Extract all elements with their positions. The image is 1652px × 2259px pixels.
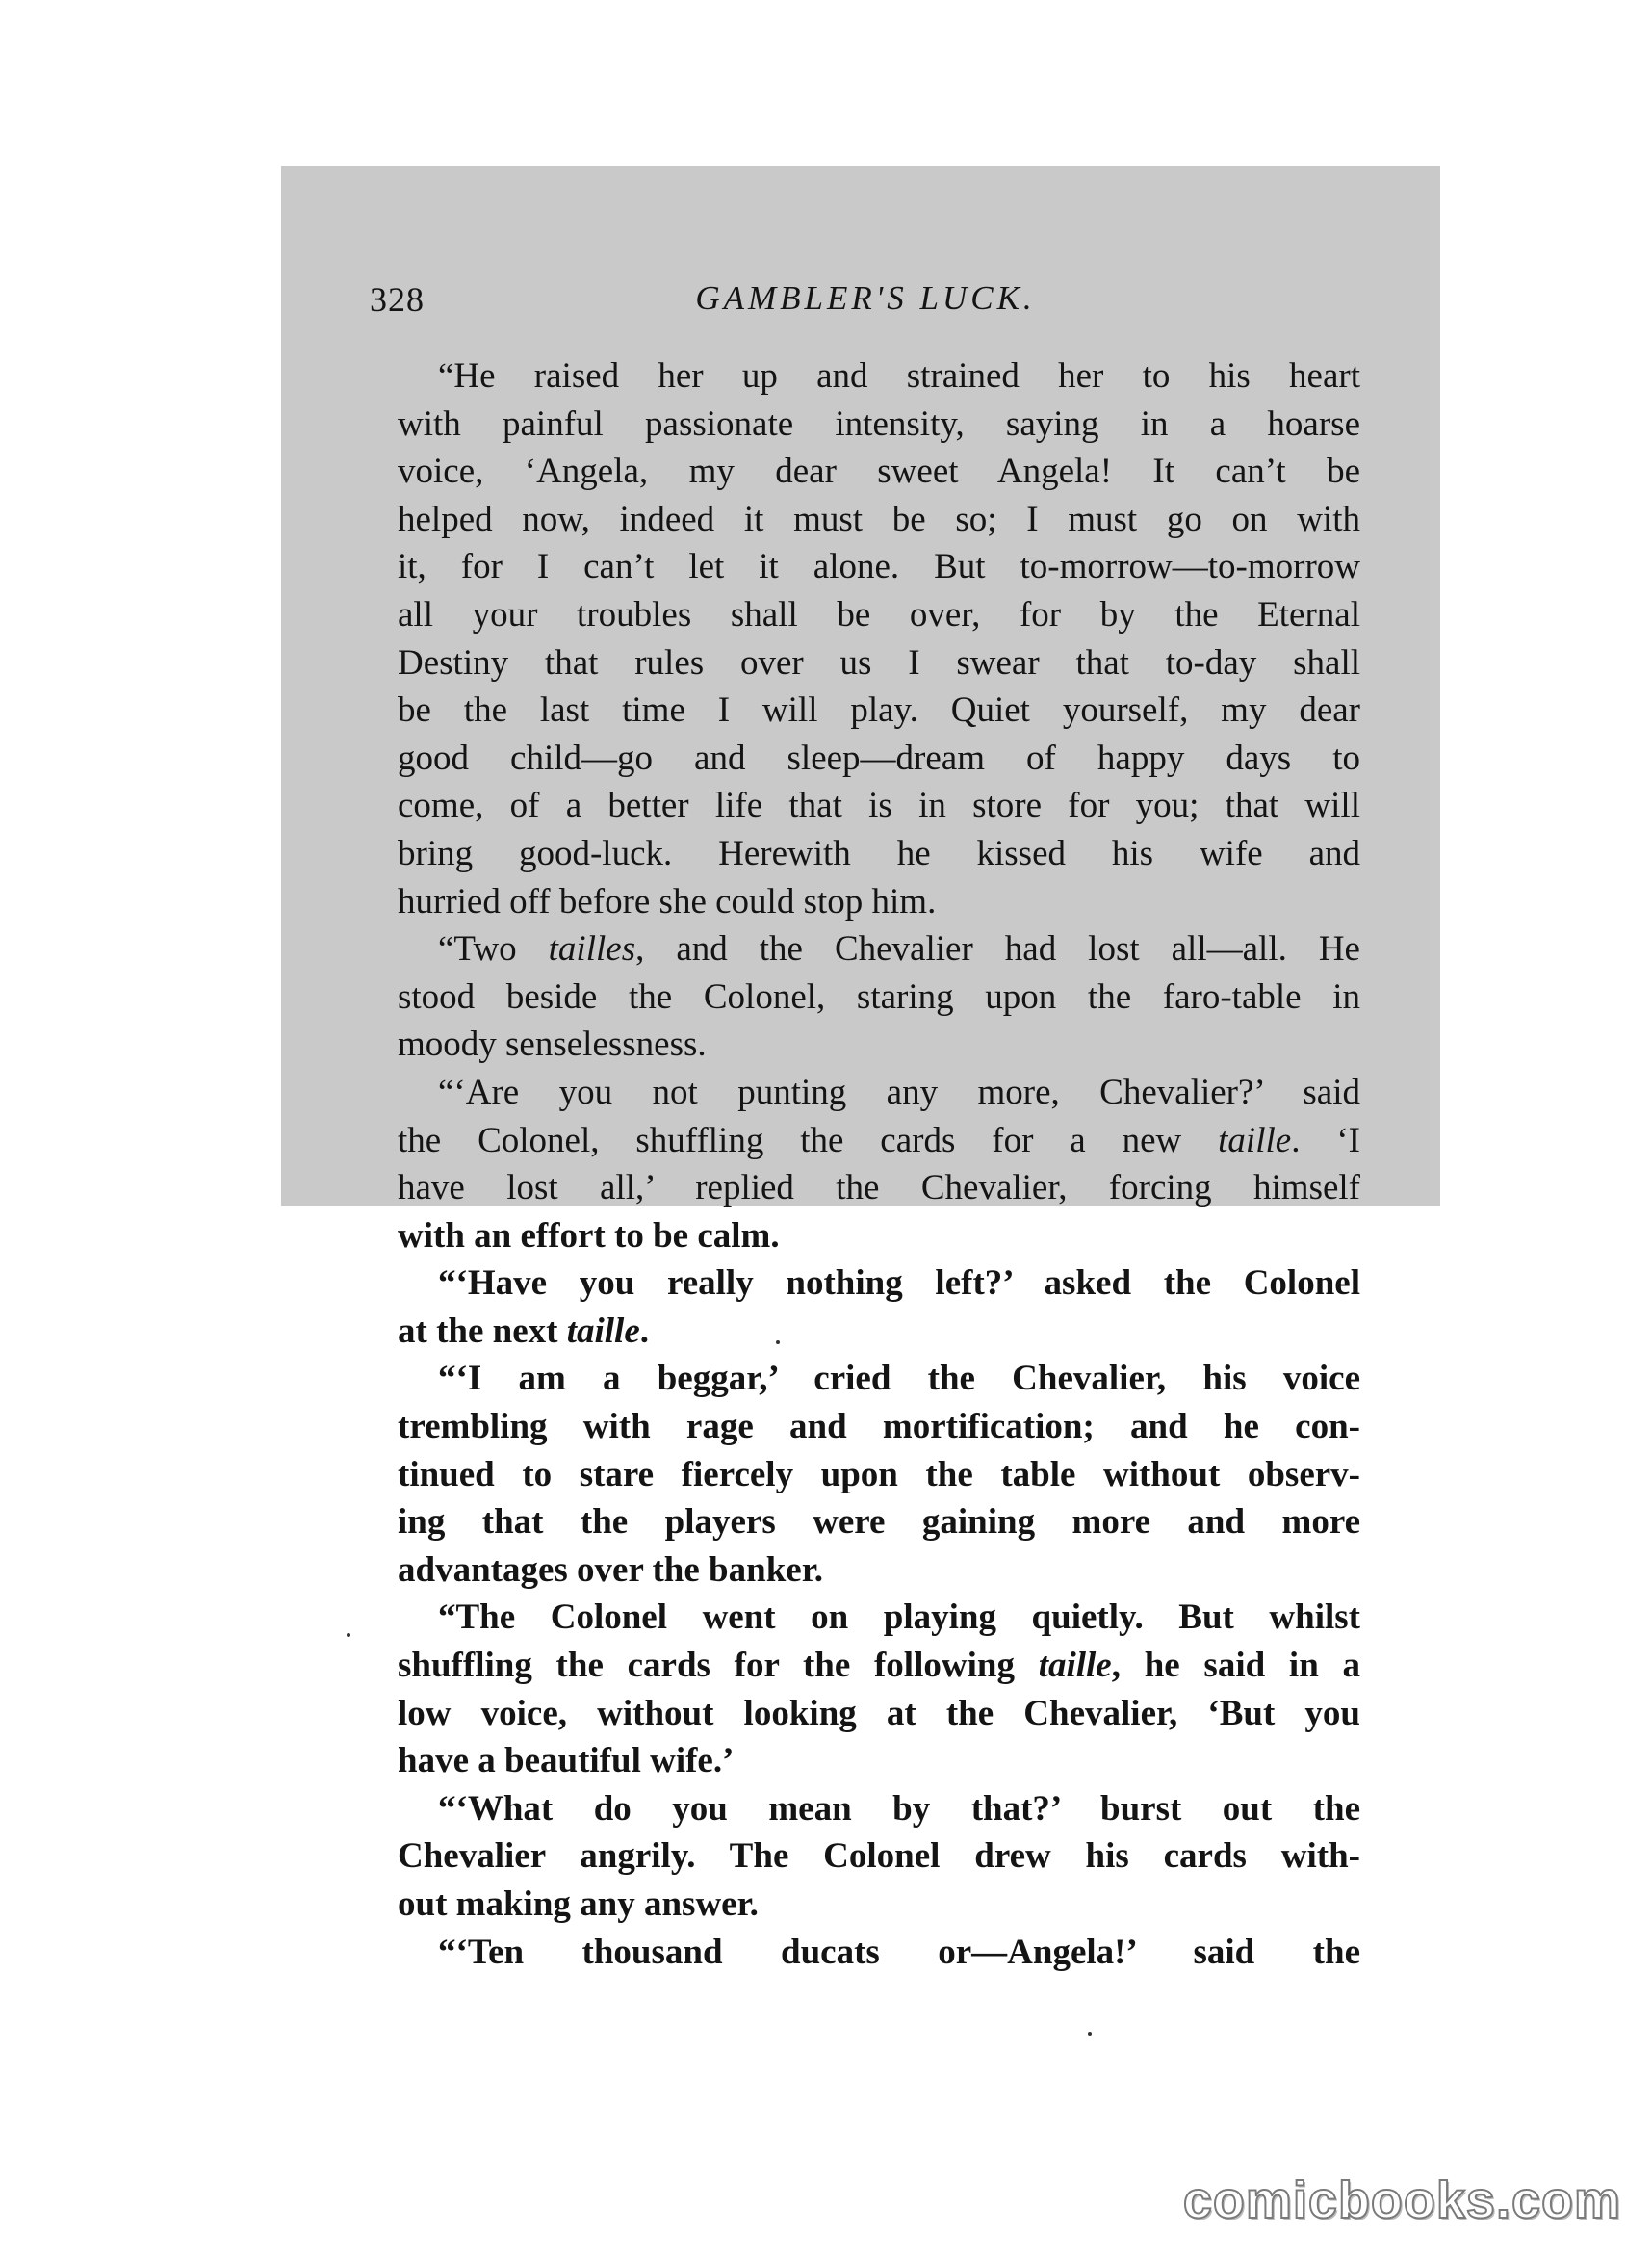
text-line: “Two tailles, and the Chevalier had lost all—all. He [438,929,1360,970]
text-line: be the last time I will play. Quiet yourself, my dear [398,690,1360,731]
text-line: trembling with rage and mortification; and he con- [398,1407,1360,1447]
text-line: shuffling the cards for the following taille, he said in a [398,1646,1360,1686]
page-header [370,273,1361,331]
page-number: 328 [370,280,425,319]
text-line: “He raised her up and strained her to his heart [438,356,1360,396]
scan-speck [776,1340,780,1344]
watermark-logo: comicbooks.com [1182,2171,1621,2229]
scan-speck [1088,2032,1092,2036]
text-line: have lost all,’ replied the Chevalier, forcing himself [398,1168,1360,1208]
text-line: “The Colonel went on playing quietly. But whilst [438,1597,1360,1638]
text-line: ing that the players were gaining more and more [398,1502,1360,1543]
text-line: all your troubles shall be over, for by the Eternal [398,594,1360,635]
text-line: voice, ‘Angela, my dear sweet Angela! It can’t be [398,452,1360,492]
text-line: stood beside the Colonel, staring upon the faro-table in [398,976,1360,1017]
text-line: hurried off before she could stop him. [398,881,937,922]
text-line: out making any answer. [398,1884,759,1924]
text-line: tinued to stare fiercely upon the table without observ- [398,1454,1360,1494]
scan-speck [347,1633,350,1637]
text-line: “‘Are you not punting any more, Chevalier?’ said [438,1072,1360,1112]
text-line: bring good-luck. Herewith he kissed his wife and [398,833,1360,873]
text-line: moody senselessness. [398,1025,707,1065]
text-line: helped now, indeed it must be so; I must go on with [398,499,1360,539]
text-line: at the next taille. [398,1311,650,1351]
text-line: “‘What do you mean by that?’ burst out the [438,1788,1360,1829]
text-line: “‘Ten thousand ducats or—Angela!’ said the [438,1932,1360,1972]
text-line: it, for I can’t let it alone. But to-morrow—to-morrow [398,547,1360,587]
text-line: Destiny that rules over us I swear that to-day shall [398,642,1360,683]
text-line: with an effort to be calm. [398,1215,780,1256]
body-text [398,352,1360,1976]
text-line: Chevalier angrily. The Colonel drew his cards with- [398,1836,1360,1877]
text-line: low voice, without looking at the Chevalier, ‘But you [398,1693,1360,1733]
text-line: with painful passionate intensity, saying in a hoarse [398,403,1360,444]
text-line: the Colonel, shuffling the cards for a new taille. ‘I [398,1120,1360,1160]
text-line: “‘I am a beggar,’ cried the Chevalier, his voice [438,1359,1360,1399]
text-line: come, of a better life that is in store for you; that will [398,786,1360,826]
text-line: “‘Have you really nothing left?’ asked the Colonel [438,1263,1360,1304]
text-line: have a beautiful wife.’ [398,1741,735,1781]
text-line: good child—go and sleep—dream of happy days to [398,738,1360,778]
text-line: advantages over the banker. [398,1549,823,1590]
running-head: GAMBLER'S LUCK. [695,279,1036,317]
